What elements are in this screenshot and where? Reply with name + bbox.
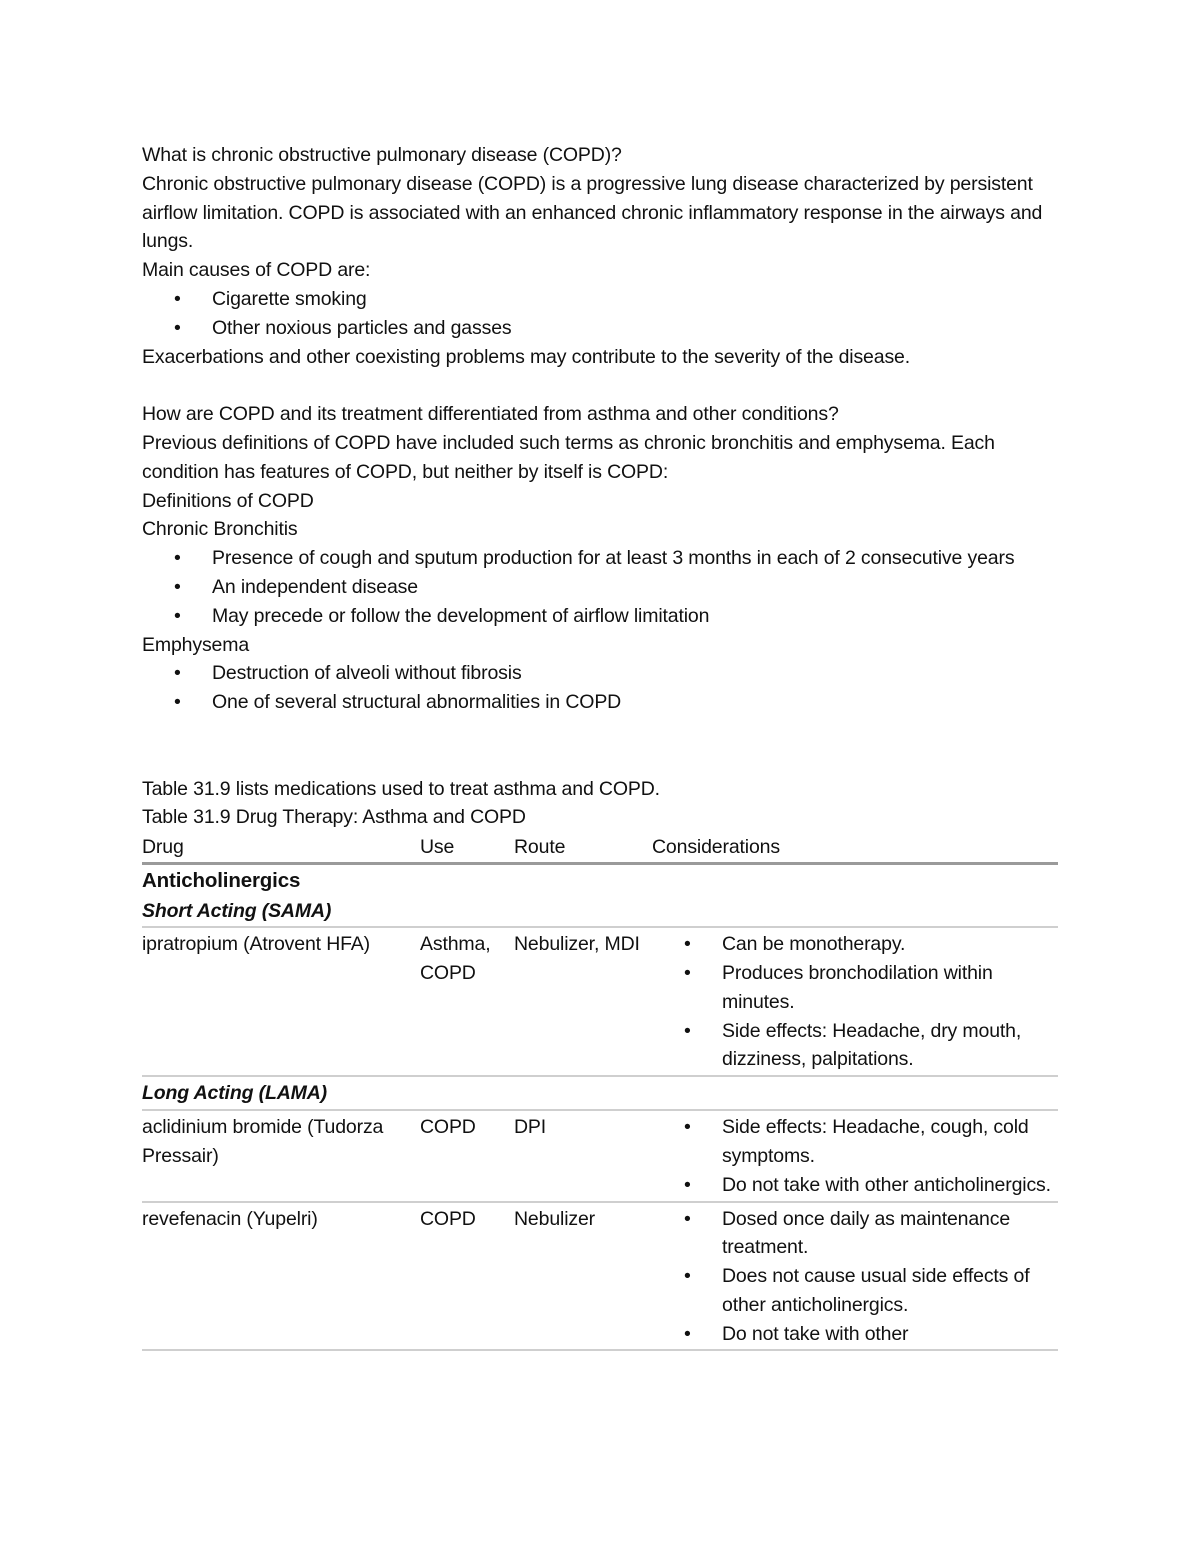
cell-route: DPI: [514, 1116, 547, 1139]
list-item: • Other noxious particles and gasses: [142, 314, 1058, 343]
cell-use: COPD: [420, 1207, 476, 1230]
group-title-anticholinergics: Anticholinergics: [142, 869, 301, 893]
cell-drug: ipratropium (Atrovent HFA): [142, 933, 371, 956]
table-row: [142, 1201, 1058, 1352]
spacer: [142, 371, 1058, 400]
cell-considerations: [652, 1205, 1058, 1349]
emphysema-heading: Emphysema: [142, 633, 250, 656]
header-drug: Drug: [142, 836, 184, 859]
table-row: [142, 926, 1058, 1075]
cell-drug: aclidinium bromide (Tudorza Pressair): [142, 1116, 384, 1167]
subgroup-title-lama: Long Acting (LAMA): [142, 1082, 328, 1105]
cell-considerations: [652, 1113, 1058, 1199]
definitions-heading: Definitions of COPD: [142, 489, 314, 512]
list-item: • Cigarette smoking: [142, 285, 1058, 314]
list-item: • Do not take with other: [652, 1320, 1058, 1349]
table-intro: Table 31.9 lists medications used to treat asthma and COPD.: [142, 777, 660, 800]
bronchitis-heading: Chronic Bronchitis: [142, 518, 298, 541]
list-item: • Side effects: Headache, cough, cold symptoms.: [652, 1113, 1058, 1171]
list-item: • One of several structural abnormalities in COPD: [142, 688, 1058, 717]
list-item: • Does not cause usual side effects of other anticholinergics.: [652, 1262, 1058, 1320]
list-item: • May precede or follow the development of airflow limitation: [142, 602, 1058, 631]
list-item: • Presence of cough and sputum production for at least 3 months in each of 2 consecutive years: [142, 544, 1058, 573]
causes-list: [142, 285, 1058, 343]
list-item: • An independent disease: [142, 573, 1058, 602]
emphysema-list: [142, 659, 1058, 717]
cell-route: Nebulizer, MDI: [514, 933, 640, 956]
subgroup-row: [142, 1075, 1058, 1109]
list-item: • Destruction of alveoli without fibrosis: [142, 659, 1058, 688]
list-item: • Do not take with other anticholinergics.: [652, 1171, 1058, 1200]
subgroup-title-sama: Short Acting (SAMA): [142, 900, 332, 923]
question-what-is-copd: What is chronic obstructive pulmonary disease (COPD)?: [142, 144, 622, 166]
document-page: [142, 141, 1058, 1351]
list-item: • Can be monotherapy.: [652, 930, 1058, 959]
table-caption: Table 31.9 Drug Therapy: Asthma and COPD: [142, 806, 526, 829]
table-header-row: [142, 832, 1058, 865]
cell-route: Nebulizer: [514, 1207, 596, 1230]
copd-definition: Chronic obstructive pulmonary disease (COPD) is a progressive lung disease characterized by persistent airflow limitation. COPD is associated with an enhanced chronic inflammatory response in the airways and lungs.: [142, 172, 1043, 253]
causes-intro: Main causes of COPD are:: [142, 259, 371, 282]
header-considerations: Considerations: [652, 836, 780, 859]
header-use: Use: [420, 836, 455, 859]
cell-use: COPD: [420, 1116, 476, 1139]
question-differentiation: How are COPD and its treatment differentiated from asthma and other conditions?: [142, 403, 839, 426]
cell-considerations: [652, 930, 1058, 1074]
differentiation-text: Previous definitions of COPD have included such terms as chronic bronchitis and emphysema. Each condition has features of COPD, but neither by itself is COPD:: [142, 431, 995, 483]
list-item: • Side effects: Headache, dry mouth, dizziness, palpitations.: [652, 1017, 1058, 1075]
bronchitis-list: [142, 544, 1058, 630]
cell-drug: revefenacin (Yupelri): [142, 1207, 318, 1230]
table-row: [142, 1109, 1058, 1200]
header-route: Route: [514, 836, 566, 859]
list-item: • Dosed once daily as maintenance treatment.: [652, 1205, 1058, 1263]
spacer: [142, 717, 1058, 775]
exacerbations-text: Exacerbations and other coexisting problems may contribute to the severity of the disease.: [142, 345, 911, 368]
cell-use: Asthma, COPD: [420, 933, 491, 984]
list-item: • Produces bronchodilation within minutes.: [652, 959, 1058, 1017]
